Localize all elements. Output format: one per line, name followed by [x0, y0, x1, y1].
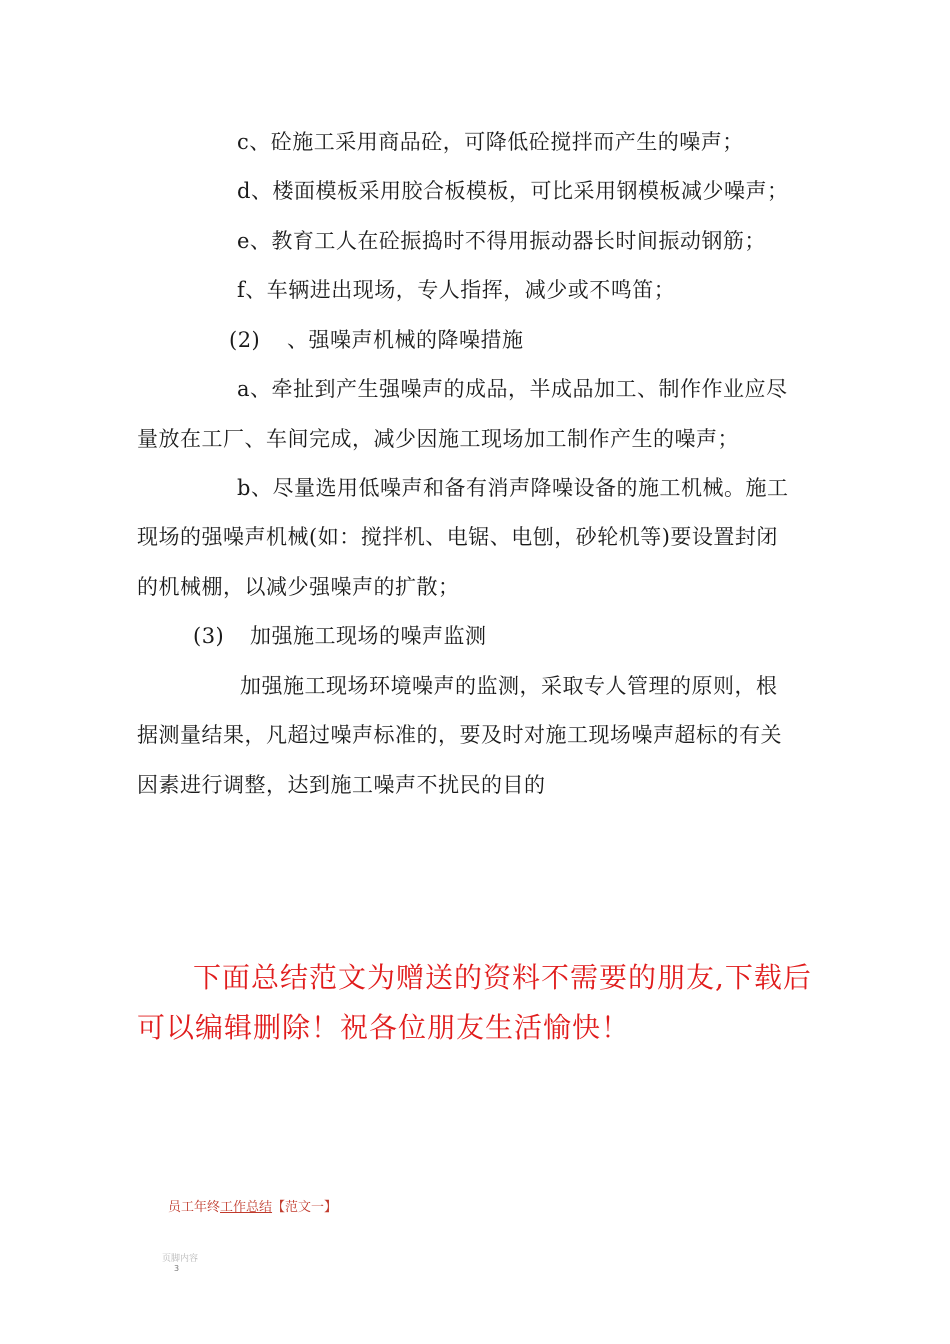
- heading-2-text: 、强噪声机械的降噪措施: [287, 328, 524, 352]
- heading-3-number: (3): [193, 624, 225, 648]
- item-f: f、车辆进出现场，专人指挥，减少或不鸣笛；: [237, 278, 676, 302]
- footer-title: [168, 1196, 337, 1215]
- notice-line-2: 可以编辑删除！祝各位朋友生活愉快！: [137, 1011, 631, 1044]
- monitoring-line-3: 因素进行调整，达到施工噪声不扰民的目的: [137, 773, 546, 797]
- item-b-line-1: b、尽量选用低噪声和备有消声降噪设备的施工机械。施工: [237, 476, 789, 500]
- monitoring-line-1: 加强施工现场环境噪声的监测，采取专人管理的原则，根: [240, 674, 778, 698]
- item-d: d、楼面模板采用胶合板模板，可比采用钢模板减少噪声；: [237, 179, 789, 203]
- page-footer-label: 页脚内容: [162, 1254, 199, 1264]
- item-e: e、教育工人在砼振捣时不得用振动器长时间振动钢筋；: [237, 229, 766, 253]
- item-b-line-2: 现场的强噪声机械(如：搅拌机、电锯、电刨，砂轮机等)要设置封闭: [137, 525, 778, 549]
- item-c: c、砼施工采用商品砼，可降低砼搅拌而产生的噪声；: [237, 130, 744, 154]
- heading-2-number: (2): [229, 328, 261, 352]
- item-a-line-1: a、牵扯到产生强噪声的成品，半成品加工、制作作业应尽: [237, 377, 788, 401]
- item-a-line-2: 量放在工厂、车间完成，减少因施工现场加工制作产生的噪声；: [137, 427, 739, 451]
- item-b-line-3: 的机械棚，以减少强噪声的扩散；: [137, 575, 460, 599]
- heading-3-text: 加强施工现场的噪声监测: [250, 624, 487, 648]
- footer-prefix: 员工年终: [168, 1200, 221, 1215]
- footer-suffix: 【范文一】: [272, 1200, 338, 1215]
- monitoring-line-2: 据测量结果，凡超过噪声标准的，要及时对施工现场噪声超标的有关: [137, 723, 782, 747]
- page-number: 3: [174, 1264, 180, 1273]
- footer-link[interactable]: 工作总结: [220, 1200, 273, 1215]
- notice-line-1: 下面总结范文为赠送的资料不需要的朋友,下载后: [193, 961, 812, 994]
